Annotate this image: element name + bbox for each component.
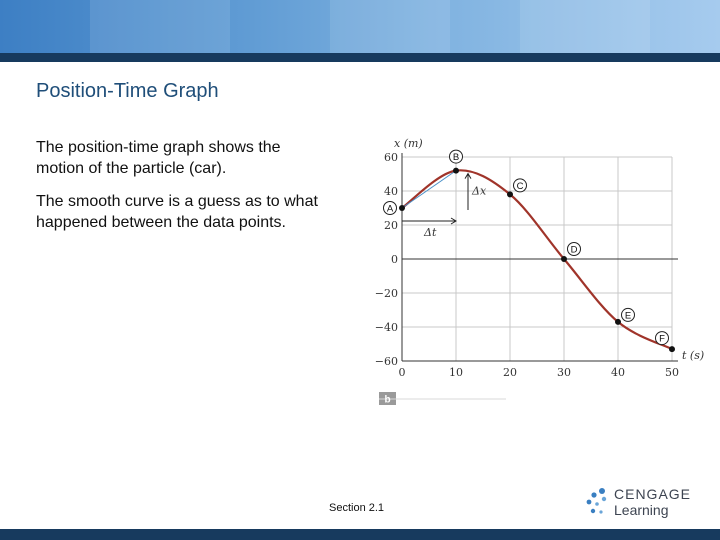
point-label: A xyxy=(386,203,394,215)
paragraph-1: The position-time graph shows the motion of the particle (car). xyxy=(36,139,281,177)
data-point-d xyxy=(561,256,567,262)
x-tick-label: 0 xyxy=(398,366,406,379)
position-time-chart xyxy=(360,130,710,410)
data-point-e xyxy=(615,319,621,325)
point-label: B xyxy=(452,152,460,164)
banner-block xyxy=(330,0,450,53)
point-label: D xyxy=(570,244,578,256)
curve-line xyxy=(402,170,672,349)
point-label: C xyxy=(516,180,524,192)
y-tick-label: −40 xyxy=(374,321,398,334)
cengage-logo xyxy=(584,484,694,520)
x-axis-label: t (s) xyxy=(682,349,705,362)
point-label: F xyxy=(659,333,665,345)
secant-line xyxy=(402,171,456,208)
y-tick-label: 20 xyxy=(384,219,398,232)
data-point-f xyxy=(669,346,675,352)
x-tick-label: 20 xyxy=(503,366,517,379)
point-label: E xyxy=(624,310,632,322)
y-tick-label: 0 xyxy=(391,253,398,266)
data-point-a xyxy=(399,205,405,211)
footer-section: Section 2.1 xyxy=(329,502,385,514)
bottom-rule xyxy=(0,529,720,540)
data-point-b xyxy=(453,168,459,174)
y-tick-label: 60 xyxy=(384,151,398,164)
logo-word-learning: Learning xyxy=(614,502,669,518)
x-tick-label: 50 xyxy=(665,366,679,379)
top-banner xyxy=(0,0,720,53)
x-tick-label: 30 xyxy=(557,366,571,379)
delta-t-label: Δt xyxy=(424,226,437,239)
top-rule xyxy=(0,53,720,62)
paragraph-2: The smooth curve is a guess as to what happened between the data points. xyxy=(36,193,318,231)
banner-block xyxy=(520,0,650,53)
x-tick-label: 40 xyxy=(611,366,625,379)
delta-x-label: Δx xyxy=(472,184,487,198)
panel-label: b xyxy=(384,394,391,406)
banner-block xyxy=(90,0,230,53)
data-point-c xyxy=(507,191,513,197)
y-axis-label: x (m) xyxy=(394,137,423,150)
x-tick-label: 10 xyxy=(449,366,463,379)
y-tick-label: 40 xyxy=(384,185,398,198)
logo-dots-icon xyxy=(584,486,610,518)
logo-word-cengage: CENGAGE xyxy=(614,486,692,502)
slide-title: Position-Time Graph xyxy=(36,80,219,102)
y-tick-label: −60 xyxy=(374,355,398,368)
y-tick-label: −20 xyxy=(374,287,398,300)
